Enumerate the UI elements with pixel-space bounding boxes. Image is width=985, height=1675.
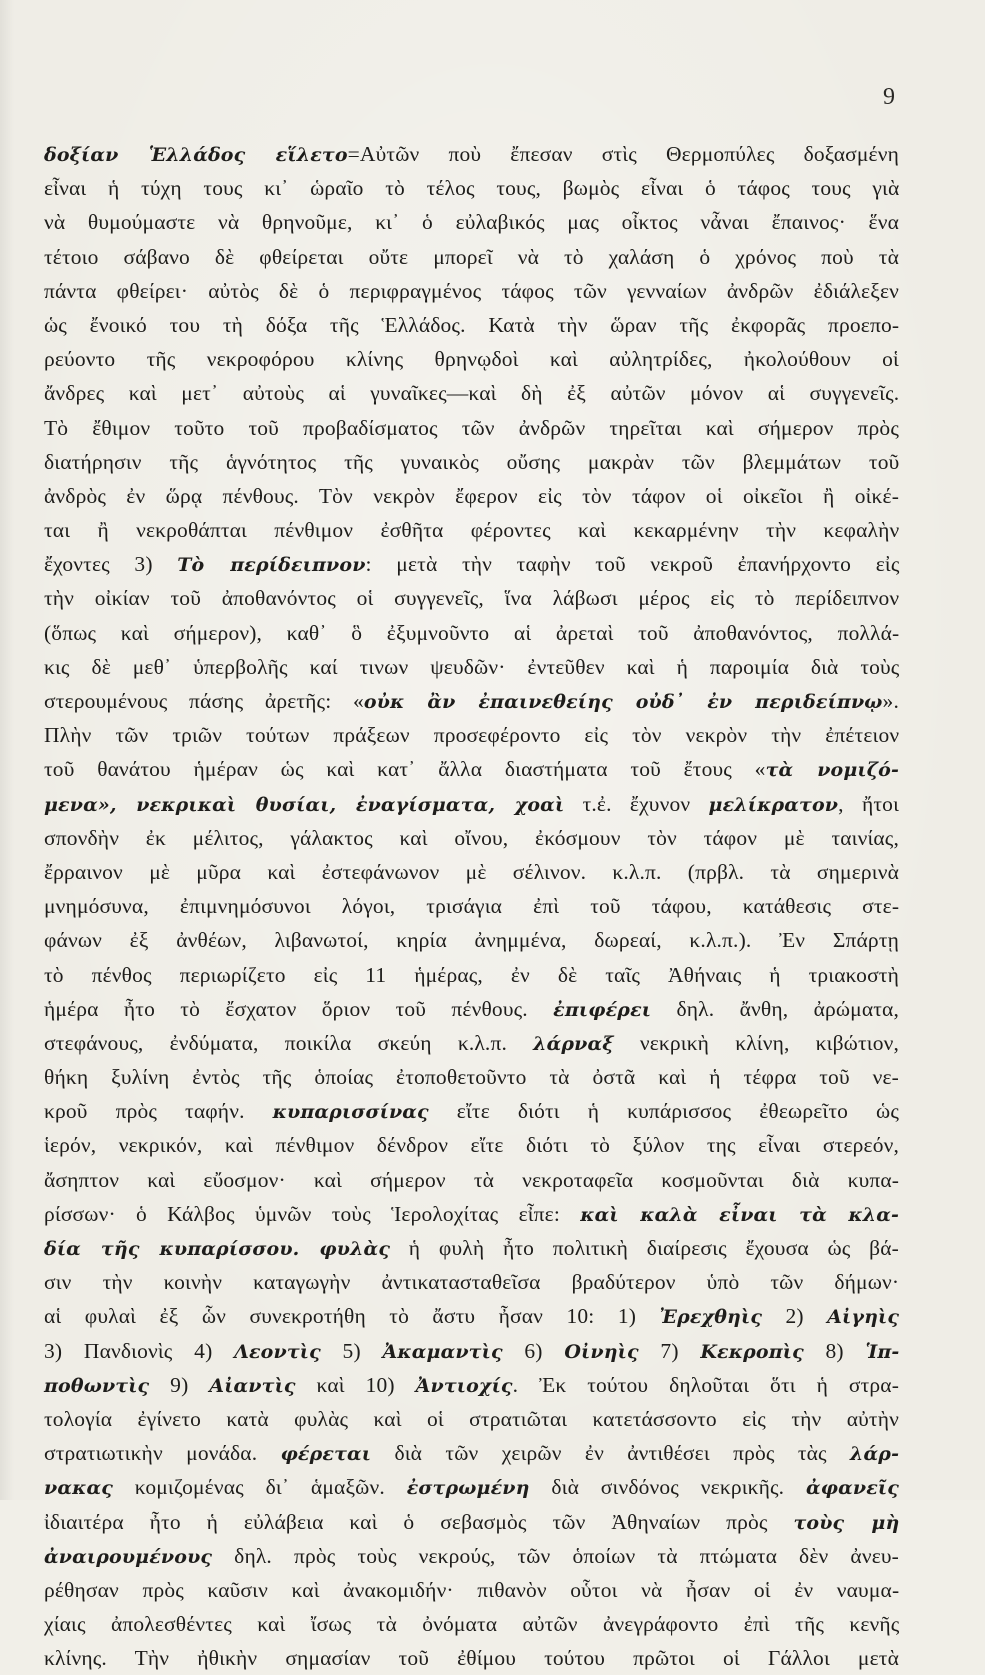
emphasized-term: λάρναξ: [533, 1032, 614, 1055]
text-line: [44, 1539, 899, 1573]
text-line: [44, 992, 899, 1026]
text-segment: =Αὐτῶν ποὺ ἔπεσαν στὶς Θερμοπύλες δοξασμένη: [347, 142, 900, 166]
text-line: [44, 787, 899, 821]
emphasized-term: Αἰαντὶς: [209, 1374, 296, 1397]
text-segment: : μετὰ τὴν ταφὴν τοῦ νεκροῦ ἐπανήρχοντο εἰς: [365, 552, 900, 577]
text-segment: στεφάνους, ἐνδύματα, ποικίλα σκεύη κ.λ.π.: [44, 1030, 534, 1055]
text-segment: ἀνδρὸς ἐν ὥρᾳ πένθους. Τὸν νεκρὸν ἔφερον εἰς τὸν τάφον οἱ οἰκεῖοι ἢ οἰκέ-: [44, 483, 899, 508]
text-segment: κομιζομένας δι᾽ ἁμαξῶν.: [113, 1475, 407, 1500]
text-line: [44, 1299, 899, 1333]
emphasized-term: Ἱπ-: [865, 1340, 900, 1363]
text-line: [44, 1060, 899, 1094]
emphasized-term: φέρεται: [280, 1443, 372, 1466]
text-line: [44, 1265, 899, 1299]
text-segment: κλίνης. Τὴν ἠθικὴν σημασίαν τοῦ ἐθίμου τούτου πρῶτοι οἱ Γάλλοι μετὰ: [44, 1646, 899, 1671]
text-segment: χίαις ἀπολεσθέντες καὶ ἴσως τὰ ὀνόματα αὐτῶν ἀνεγράφοντο ἐπὶ τῆς κενῆς: [44, 1612, 900, 1637]
emphasized-term: καὶ καλὰ εἶναι τὰ κλα-: [580, 1203, 900, 1226]
text-segment: ρίσσων· ὁ Κάλβος ὑμνῶν τοὺς Ἱερολοχίτας εἶπε:: [44, 1201, 581, 1226]
emphasized-term: Οἰνηὶς: [564, 1340, 639, 1363]
text-line: [44, 958, 899, 992]
page-edge-shadow: [0, 0, 14, 1500]
body-text: [44, 137, 899, 1675]
emphasized-term: νακας: [44, 1477, 113, 1500]
text-segment: ἱερόν, νεκρικόν, καὶ πένθιμον δένδρον εἴτε διότι τὸ ξύλον της εἶναι στερεόν,: [44, 1133, 899, 1158]
text-segment: ἔρραινον μὲ μῦρα καὶ ἐστεφάνωνον μὲ σέλινον. κ.λ.π. (πρβλ. τὰ σημερινὰ: [44, 859, 899, 884]
text-segment: 7): [638, 1338, 701, 1363]
text-line: [44, 1505, 899, 1539]
text-line: [44, 1368, 899, 1402]
emphasized-term: Ἀκαμαντὶς: [382, 1340, 503, 1363]
text-segment: τέτοιο σάβανο δὲ φθείρεται οὔτε μπορεῖ νὰ τὸ χαλάση ὁ χρόνος ποὺ τὰ: [44, 244, 899, 269]
text-line: [44, 1094, 899, 1128]
text-segment: τὴν οἰκίαν τοῦ ἀποθανόντος οἱ συγγενεῖς, ἵνα λάβωσι μέρος εἰς τὸ περίδειπνον: [44, 586, 900, 611]
emphasized-term: ἐπιφέρει: [553, 998, 652, 1021]
text-line: [44, 1231, 899, 1265]
text-segment: φάνων ἐξ ἀνθέων, λιβανωτοί, κηρία ἀνημμένα, δωρεαί, κ.λ.π.). Ἐν Σπάρτῃ: [44, 928, 899, 953]
emphasized-term: Ἐρεχθηὶς: [659, 1306, 763, 1329]
emphasized-term: δοξίαν Ἑλλάδος εἵλετο: [44, 144, 348, 166]
emphasized-term: ἀφανεῖς: [806, 1477, 899, 1500]
text-line: [44, 855, 899, 889]
text-segment: . Ἐκ τούτου δηλοῦται ὅτι ἡ στρα-: [512, 1372, 900, 1397]
text-line: [44, 411, 899, 445]
text-segment: τ.ἐ. ἔχυνον: [564, 791, 709, 816]
text-segment: ρέθησαν πρὸς καῦσιν καὶ ἀνακομιδήν· πιθανὸν οὗτοι νὰ ἦσαν οἱ ἐν ναυμα-: [44, 1577, 900, 1602]
text-line: [44, 205, 899, 239]
text-segment: Τὸ ἔθιμον τοῦτο τοῦ προβαδίσματος τῶν ἀνδρῶν τηρεῖται καὶ σήμερον πρὸς: [44, 415, 899, 440]
text-line: [44, 137, 899, 171]
text-segment: διὰ τῶν χειρῶν ἐν ἀντιθέσει πρὸς τὰς: [371, 1441, 851, 1466]
text-segment: διὰ σινδόνος νεκρικῆς.: [529, 1475, 807, 1500]
emphasized-term: οὐκ ἂν ἐπαινεθείης οὐδ᾽ ἐν περιδείπνῳ: [363, 691, 883, 713]
text-segment: ἡμέρα ἦτο τὸ ἔσχατον ὅριον τοῦ πένθους.: [44, 996, 554, 1021]
text-segment: πάντα φθείρει· αὐτὸς δὲ ὁ περιφραγμένος τάφος τῶν γενναίων ἀνδρῶν ἐδιάλεξεν: [44, 278, 899, 303]
text-segment: ἡ φυλὴ ἦτο πολιτικὴ διαίρεσις ἔχουσα ὡς βά-: [390, 1236, 899, 1260]
text-segment: τολογία ἐγίνετο κατὰ φυλὰς καὶ οἱ στρατιῶται κατετάσσοντο εἰς τὴν αὐτὴν: [44, 1406, 899, 1431]
text-line: [44, 923, 899, 957]
text-segment: ται ἢ νεκροθάπται πένθιμον ἐσθῆτα φέροντες καὶ κεκαρμένην τὴν κεφαλὴν: [44, 518, 900, 543]
emphasized-term: κυπαρισσίνας: [272, 1101, 429, 1124]
text-segment: ἰδιαιτέρα ἦτο ἡ εὐλάβεια καὶ ὁ σεβασμὸς τῶν Ἀθηναίων πρὸς: [44, 1509, 794, 1534]
text-segment: 8): [803, 1338, 866, 1363]
emphasized-term: ἐστρωμένη: [406, 1477, 530, 1500]
text-line: [44, 445, 899, 479]
text-line: [44, 1197, 899, 1231]
text-line: [44, 376, 899, 410]
emphasized-term: ποθωντὶς: [44, 1374, 150, 1397]
text-segment: , ἤτοι: [838, 791, 899, 816]
emphasized-term: λάρ-: [850, 1443, 900, 1466]
text-line: [44, 308, 899, 342]
text-line: [44, 821, 899, 855]
text-line: [44, 616, 899, 650]
text-segment: μνημόσυνα, ἐπιμνημόσυνοι λόγοι, τρισάγια ἐπὶ τοῦ τάφου, κατάθεσις στε-: [44, 894, 900, 919]
text-segment: ».: [882, 689, 899, 713]
text-line: [44, 1128, 899, 1162]
emphasized-term: Τὸ περίδειπνον: [177, 554, 366, 577]
text-segment: σιν τὴν κοινὴν καταγωγὴν ἀντικατασταθεῖσα βραδύτερον ὑπὸ τῶν δήμων·: [44, 1270, 900, 1295]
text-line: [44, 547, 899, 581]
text-line: [44, 1402, 899, 1436]
text-segment: νὰ θυμούμαστε νὰ θρηνοῦμε, κι᾽ ὁ εὐλαβικός μας οἶκτος νἆναι ἔπαινος· ἕνα: [44, 210, 899, 235]
page-number: 9: [883, 84, 895, 110]
text-line: [44, 684, 899, 718]
text-line: [44, 171, 899, 205]
text-line: [44, 1641, 899, 1675]
text-segment: θήκη ξυλίνη ἐντὸς τῆς ὁποίας ἐτοποθετοῦντο τὰ ὀστᾶ καὶ ἡ τέφρα τοῦ νε-: [44, 1065, 899, 1090]
text-segment: σπονδὴν ἐκ μέλιτος, γάλακτος καὶ οἴνου, ἐκόσμουν τὸν τάφον μὲ ταινίας,: [44, 825, 899, 850]
text-segment: καὶ 10): [295, 1372, 416, 1397]
text-segment: ἄσηπτον καὶ εὔοσμον· καὶ σήμερον τὰ νεκροταφεῖα κοσμοῦνται διὰ κυπα-: [44, 1167, 900, 1192]
text-segment: κροῦ πρὸς ταφήν.: [44, 1099, 273, 1124]
text-segment: ὡς ἔνοικό του τὴ δόξα τῆς Ἑλλάδος. Κατὰ τὴν ὥραν τῆς ἐκφορᾶς προεπο-: [44, 312, 900, 337]
text-line: [44, 752, 899, 786]
text-segment: 5): [320, 1338, 383, 1363]
emphasized-term: Ἀντιοχίς: [415, 1374, 513, 1397]
text-line: [44, 240, 899, 274]
text-segment: Πλὴν τῶν τριῶν τούτων πράξεων προσεφέροντο εἰς τὸν νεκρὸν τὴν ἐπέτειον: [44, 723, 900, 748]
text-line: [44, 1470, 899, 1504]
text-segment: νεκρικὴ κλίνη, κιβώτιον,: [613, 1030, 899, 1055]
text-segment: ἔχοντες 3): [44, 552, 178, 577]
text-segment: ρεύοντο τῆς νεκροφόρου κλίνης θρηνῳδοὶ καὶ αὐλητρίδες, ἠκολούθουν οἱ: [44, 347, 899, 372]
text-segment: τοῦ θανάτου ἡμέραν ὡς καὶ κατ᾽ ἄλλα διαστήματα τοῦ ἔτους «: [44, 757, 766, 782]
text-segment: στερουμένους πάσης ἀρετῆς: «: [44, 689, 364, 713]
emphasized-term: τὰ νομιζό-: [765, 759, 900, 782]
text-line: [44, 1573, 899, 1607]
emphasized-term: ἀναιρουμένους: [44, 1545, 213, 1568]
text-line: [44, 342, 899, 376]
emphasized-term: μενα», νεκρικαὶ θυσίαι, ἐναγίσματα, χοαὶ: [44, 793, 565, 816]
text-line: [44, 650, 899, 684]
text-line: [44, 513, 899, 547]
text-line: [44, 581, 899, 615]
text-segment: εἶναι ἡ τύχη τους κι᾽ ὡραῖο τὸ τέλος τους, βωμὸς εἶναι ὁ τάφος τους γιὰ: [44, 176, 900, 201]
text-line: [44, 1026, 899, 1060]
emphasized-term: Κεκροπὶς: [700, 1340, 804, 1363]
text-segment: ἄνδρες καὶ μετ᾽ αὐτοὺς αἱ γυναῖκες—καὶ δὴ ἐξ αὐτῶν μόνον αἱ συγγενεῖς.: [44, 381, 900, 406]
text-line: [44, 1607, 899, 1641]
text-segment: (ὅπως καὶ σήμερον), καθ᾽ ὃ ἐξυμνοῦντο αἱ ἀρεταὶ τοῦ ἀποθανόντος, πολλά-: [44, 620, 900, 645]
text-line: [44, 479, 899, 513]
text-line: [44, 1163, 899, 1197]
text-segment: 3) Πανδιονὶς 4): [44, 1338, 235, 1363]
emphasized-term: δία τῆς κυπαρίσσου. φυλὰς: [44, 1238, 391, 1260]
emphasized-term: Αἰγηὶς: [827, 1306, 900, 1329]
emphasized-term: μελίκρατον: [708, 793, 839, 816]
text-line: [44, 889, 899, 923]
text-segment: 9): [149, 1372, 210, 1397]
text-segment: 2): [762, 1304, 828, 1329]
text-line: [44, 1334, 899, 1368]
text-segment: διατήρησιν τῆς ἁγνότητος τῆς γυναικὸς οὔσης μακρὰν τῶν βλεμμάτων τοῦ: [44, 449, 900, 474]
text-segment: δηλ. ἄνθη, ἀρώματα,: [651, 996, 899, 1021]
text-line: [44, 274, 899, 308]
text-segment: αἱ φυλαὶ ἐξ ὧν συνεκροτήθη τὸ ἄστυ ἦσαν 10: 1): [44, 1304, 660, 1329]
text-segment: δηλ. πρὸς τοὺς νεκρούς, τῶν ὁποίων τὰ πτώματα δὲν ἀνευ-: [212, 1543, 899, 1568]
emphasized-term: τοὺς μὴ: [793, 1511, 900, 1534]
text-segment: τὸ πένθος περιωρίζετο εἰς 11 ἡμέρας, ἐν δὲ ταῖς Ἀθήναις ἡ τριακοστὴ: [44, 962, 899, 987]
text-line: [44, 1436, 899, 1470]
text-segment: κις δὲ μεθ᾽ ὑπερβολῆς καί τινων ψευδῶν· ἐντεῦθεν καὶ ἡ παροιμία διὰ τοὺς: [44, 654, 900, 679]
emphasized-term: Λεοντὶς: [234, 1340, 321, 1363]
text-segment: στρατιωτικὴν μονάδα.: [44, 1441, 281, 1466]
text-segment: 6): [502, 1338, 565, 1363]
text-line: [44, 718, 899, 752]
text-segment: εἴτε διότι ἡ κυπάρισσος ἐθεωρεῖτο ὡς: [428, 1099, 899, 1124]
